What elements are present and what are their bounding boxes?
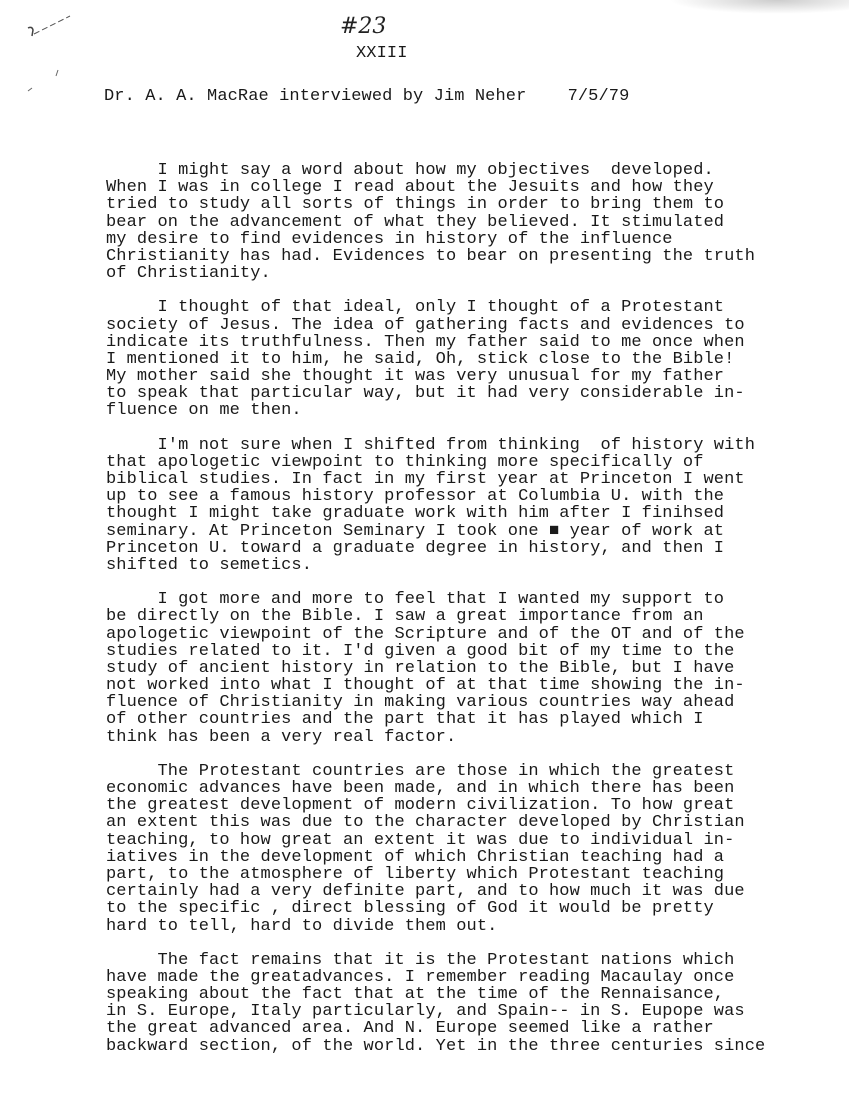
text-line: society of Jesus. The idea of gathering facts and evidences to bbox=[106, 315, 745, 335]
text-line: My mother said she thought it was very unusual for my father bbox=[106, 367, 725, 387]
text-line: to speak that particular way, but it had very considerable in- bbox=[106, 384, 745, 404]
paragraph bbox=[106, 437, 826, 575]
text-line: think has been a very real factor. bbox=[106, 727, 457, 747]
text-line: I thought of that ideal, only I thought of a Protestant bbox=[106, 298, 725, 318]
text-line: study of ancient history in relation to the Bible, but I have bbox=[106, 658, 735, 678]
text-line: indicate its truthfulness. Then my father said to me once when bbox=[106, 332, 745, 352]
text-line: fluence of Christianity in making various countries way ahead bbox=[106, 693, 735, 713]
paragraph bbox=[106, 952, 826, 1055]
text-line: up to see a famous history professor at Columbia U. with the bbox=[106, 487, 725, 507]
text-line: iatives in the development of which Christian teaching had a bbox=[106, 847, 725, 867]
text-line: to the specific , direct blessing of God it would be pretty bbox=[106, 899, 714, 919]
paragraph bbox=[106, 162, 826, 282]
text-line: Princeton U. toward a graduate degree in history, and then I bbox=[106, 538, 725, 558]
text-line: economic advances have been made, and in which there has been bbox=[106, 779, 735, 798]
text-line: in S. Europe, Italy particularly, and Spain-- in S. Eupope was bbox=[106, 1002, 745, 1022]
text-line: that apologetic viewpoint to thinking more specifically of bbox=[106, 452, 704, 472]
text-line: have made the greatadvances. I remember reading Macaulay once bbox=[106, 967, 735, 987]
text-line: I might say a word about how my objectives developed. bbox=[106, 161, 714, 180]
text-line: thought I might take graduate work with him after I finihsed bbox=[106, 504, 725, 524]
text-line: When I was in college I read about the Jesuits and how they bbox=[106, 178, 714, 198]
text-line: of Christianity. bbox=[106, 264, 271, 284]
text-line: bear on the advancement of what they believed. It stimulated bbox=[106, 212, 725, 232]
handwritten-page-number: #23 bbox=[340, 14, 387, 39]
interview-header: Dr. A. A. MacRae interviewed by Jim Neher 7/5/79 bbox=[104, 87, 630, 106]
text-line: I got more and more to feel that I wanted my support to bbox=[106, 590, 725, 610]
scan-smudge bbox=[669, 0, 849, 14]
text-line: tried to study all sorts of things in order to bring them to bbox=[106, 195, 725, 215]
text-line: be directly on the Bible. I saw a great importance from an bbox=[106, 607, 704, 627]
text-line: my desire to find evidences in history of the influence bbox=[106, 229, 673, 249]
paragraph bbox=[106, 299, 826, 419]
text-line: biblical studies. In fact in my first year at Princeton I went bbox=[106, 470, 745, 489]
text-line: I mentioned it to him, he said, Oh, stick close to the Bible! bbox=[106, 349, 735, 369]
paragraph bbox=[106, 763, 826, 935]
paragraph bbox=[106, 591, 826, 746]
text-line: the greatest development of modern civilization. To how great bbox=[106, 796, 735, 816]
margin-pen-marks bbox=[0, 0, 120, 110]
text-line: hard to tell, hard to divide them out. bbox=[106, 916, 498, 936]
text-line: The Protestant countries are those in which the greatest bbox=[106, 761, 735, 781]
text-line: not worked into what I thought of at that time showing the in- bbox=[106, 676, 745, 696]
text-line: certainly had a very definite part, and to how much it was due bbox=[106, 882, 745, 902]
text-line: part, to the atmosphere of liberty which Protestant teaching bbox=[106, 864, 725, 884]
text-line: an extent this was due to the character developed by Christian bbox=[106, 813, 745, 833]
text-line: shifted to semetics. bbox=[106, 555, 313, 575]
text-line: of other countries and the part that it has played which I bbox=[106, 710, 704, 730]
text-line: the great advanced area. And N. Europe seemed like a rather bbox=[106, 1019, 714, 1039]
text-line: Christianity has had. Evidences to bear on presenting the truth bbox=[106, 246, 756, 266]
text-line: fluence on me then. bbox=[106, 401, 302, 421]
text-line: The fact remains that it is the Protestant nations which bbox=[106, 950, 735, 970]
text-line: I'm not sure when I shifted from thinking of history with bbox=[106, 435, 756, 455]
text-line: backward section, of the world. Yet in the three centuries since bbox=[106, 1036, 766, 1056]
text-line: apologetic viewpoint of the Scripture and of the OT and of the bbox=[106, 624, 745, 644]
chapter-number: XXIII bbox=[356, 44, 408, 63]
text-line: studies related to it. I'd given a good bit of my time to the bbox=[106, 641, 735, 661]
text-line: teaching, to how great an extent it was due to individual in- bbox=[106, 830, 735, 850]
text-line: speaking about the fact that at the time of the Rennaisance, bbox=[106, 985, 725, 1005]
document-body bbox=[106, 162, 826, 1072]
text-line: seminary. At Princeton Seminary I took one ■ year of work at bbox=[106, 521, 725, 541]
